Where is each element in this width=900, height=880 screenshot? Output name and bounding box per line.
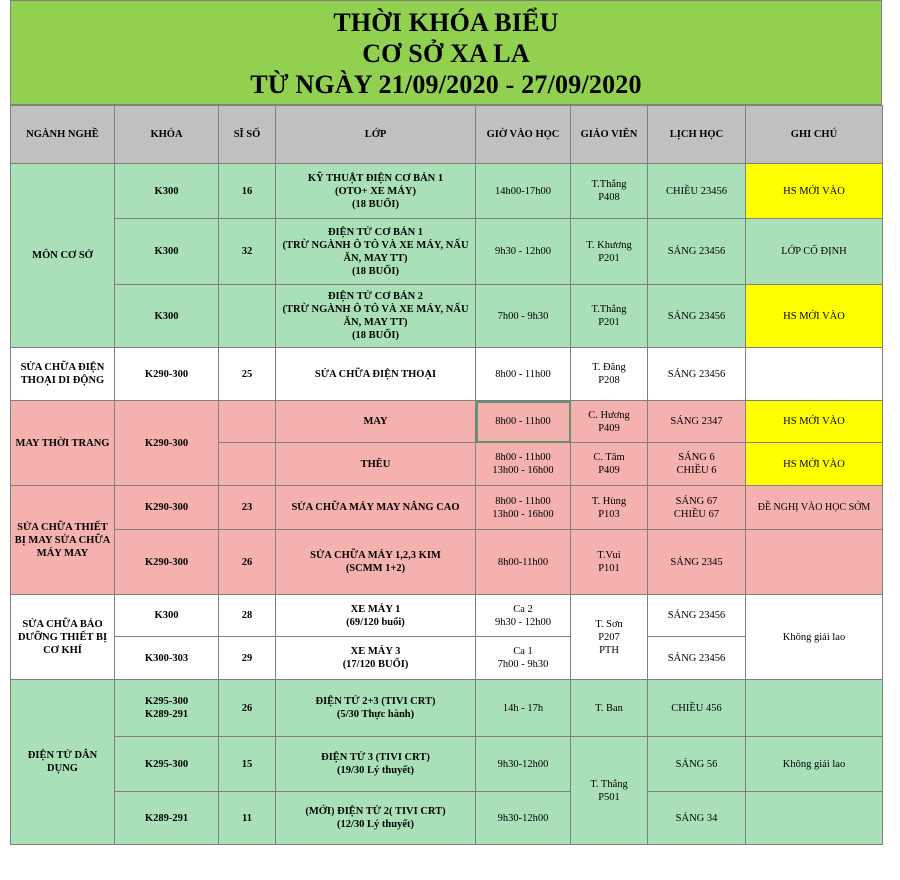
khoa-cell[interactable]: K300 xyxy=(115,164,219,219)
ghichu-cell[interactable]: HS MỚI VÀO xyxy=(746,443,883,486)
lop-cell[interactable] xyxy=(276,219,476,285)
khoa-cell[interactable] xyxy=(115,680,219,737)
ghichu-cell[interactable] xyxy=(746,348,883,401)
table-row xyxy=(11,595,883,637)
gio-line: 13h00 - 16h00 xyxy=(492,465,554,476)
table-row xyxy=(11,680,883,737)
header-lop[interactable]: LỚP xyxy=(276,106,476,164)
ghichu-cell[interactable]: ĐỀ NGHỊ VÀO HỌC SỚM xyxy=(746,486,883,530)
gio-line: 7h00 - 9h30 xyxy=(497,659,549,670)
gv-line: P201 xyxy=(598,252,620,264)
lop-line: XE MÁY 3 xyxy=(350,646,401,657)
header-nganh[interactable]: NGÀNH NGHỀ xyxy=(11,106,115,164)
lop-cell[interactable] xyxy=(276,164,476,219)
gio-line: 8h00 - 11h00 xyxy=(495,452,551,463)
lop-cell[interactable] xyxy=(276,530,476,595)
title-line-3: TỪ NGÀY 21/09/2020 - 27/09/2020 xyxy=(250,70,642,99)
lop-cell[interactable] xyxy=(276,737,476,792)
ghichu-cell[interactable]: LỚP CỐ ĐỊNH xyxy=(746,219,883,285)
gv-line: P207 xyxy=(598,631,620,643)
lich-cell[interactable]: SÁNG 23456 xyxy=(648,637,746,680)
gio-line: 13h00 - 16h00 xyxy=(492,508,554,520)
lop-cell[interactable]: SỬA CHỮA ĐIỆN THOẠI xyxy=(276,348,476,401)
lop-cell[interactable] xyxy=(276,285,476,348)
gio-cell[interactable] xyxy=(476,486,571,530)
table-row xyxy=(11,401,883,443)
table-row xyxy=(11,737,883,792)
siso-cell[interactable] xyxy=(219,401,276,443)
group-cell[interactable]: ĐIỆN TỬ DÂN DỤNG xyxy=(11,680,115,845)
gio-cell-selected[interactable]: 8h00 - 11h00 xyxy=(476,401,571,443)
lich-cell[interactable]: CHIỀU 456 xyxy=(648,680,746,737)
lop-line: (17/120 BUỔI) xyxy=(342,659,409,670)
gio-cell[interactable]: 14h00-17h00 xyxy=(476,164,571,219)
ghichu-cell[interactable]: Không giải lao xyxy=(746,595,883,680)
siso-cell[interactable]: 11 xyxy=(219,792,276,845)
gv-cell[interactable] xyxy=(571,164,648,219)
gv-line: P101 xyxy=(598,563,620,574)
table-row xyxy=(11,285,883,348)
lop-line: (5/30 Thực hành) xyxy=(336,709,415,720)
lop-line: ĐIỆN TỬ 2+3 (TIVI CRT) xyxy=(315,696,436,707)
siso-cell[interactable]: 29 xyxy=(219,637,276,680)
lich-cell[interactable]: CHIỀU 23456 xyxy=(648,164,746,219)
lop-cell[interactable] xyxy=(276,595,476,637)
lop-line: ĐIỆN TỬ CƠ BẢN 2 xyxy=(327,291,424,302)
gv-line: T. Thắng xyxy=(590,778,628,790)
ghichu-cell[interactable]: HS MỚI VÀO xyxy=(746,164,883,219)
gio-cell[interactable]: 9h30-12h00 xyxy=(476,792,571,845)
table-row xyxy=(11,164,883,219)
gv-line: T. Hùng xyxy=(591,495,627,507)
header-row xyxy=(11,106,883,164)
gv-line: C. Tâm xyxy=(593,452,625,463)
gio-cell[interactable] xyxy=(476,595,571,637)
lop-cell[interactable] xyxy=(276,680,476,737)
gio-cell[interactable]: 7h00 - 9h30 xyxy=(476,285,571,348)
header-ghichu[interactable]: GHI CHÚ xyxy=(746,106,883,164)
gv-cell[interactable]: T. Ban xyxy=(571,680,648,737)
khoa-line: K289-291 xyxy=(144,709,189,720)
siso-cell[interactable]: 16 xyxy=(219,164,276,219)
lop-cell[interactable] xyxy=(276,637,476,680)
lop-line: (19/30 Lý thuyết) xyxy=(337,765,414,776)
gio-cell[interactable] xyxy=(476,637,571,680)
gio-line: Ca 1 xyxy=(513,646,533,657)
lop-cell[interactable]: MAY xyxy=(276,401,476,443)
lich-cell[interactable] xyxy=(648,486,746,530)
lich-cell[interactable]: SÁNG 23456 xyxy=(648,219,746,285)
lop-line: ĐIỆN TỬ 3 (TIVI CRT) xyxy=(321,752,430,763)
table-row xyxy=(11,486,883,530)
siso-cell[interactable]: 25 xyxy=(219,348,276,401)
gv-line: P409 xyxy=(598,465,620,476)
gv-cell[interactable] xyxy=(571,443,648,486)
lop-line: (12/30 Lý thuyết) xyxy=(337,819,414,830)
table-row xyxy=(11,219,883,285)
siso-cell[interactable]: 23 xyxy=(219,486,276,530)
ghichu-cell[interactable]: HS MỚI VÀO xyxy=(746,401,883,443)
lich-line: CHIỀU 6 xyxy=(676,465,717,476)
lich-line: CHIỀU 67 xyxy=(673,508,720,520)
lop-cell[interactable]: THÊU xyxy=(276,443,476,486)
lop-line: XE MÁY 1 xyxy=(350,603,401,615)
gio-line: Ca 2 xyxy=(513,603,533,615)
lop-line: (18 BUỔI) xyxy=(352,198,399,210)
gv-line: T.Thắng xyxy=(591,179,627,190)
lich-cell[interactable]: SÁNG 56 xyxy=(648,737,746,792)
gio-cell[interactable]: 8h00 - 11h00 xyxy=(476,348,571,401)
gio-cell[interactable]: 9h30-12h00 xyxy=(476,737,571,792)
gio-cell[interactable] xyxy=(476,443,571,486)
gv-line: T.Thắng xyxy=(591,304,627,315)
timetable-sheet xyxy=(10,0,882,845)
gv-line: T. Đăng xyxy=(592,362,626,373)
gio-cell[interactable]: 8h00-11h00 xyxy=(476,530,571,595)
khoa-cell[interactable]: K300 xyxy=(115,219,219,285)
title-band xyxy=(10,0,882,105)
khoa-cell[interactable]: K300 xyxy=(115,285,219,348)
lich-cell[interactable]: SÁNG 2347 xyxy=(648,401,746,443)
lich-cell[interactable]: SÁNG 2345 xyxy=(648,530,746,595)
gv-cell[interactable] xyxy=(571,401,648,443)
khoa-cell[interactable]: K300-303 xyxy=(115,637,219,680)
gv-line: T.Vui xyxy=(597,550,621,561)
gv-line: C. Hương xyxy=(588,409,630,421)
gv-line: T. Khương xyxy=(586,239,632,251)
group-cell[interactable]: SỬA CHỮA THIẾT BỊ MAY SỬA CHỮA MÁY MAY xyxy=(11,486,115,595)
ghichu-cell[interactable] xyxy=(746,792,883,845)
gio-line: 9h30 - 12h00 xyxy=(495,616,551,628)
gv-line: P501 xyxy=(598,791,620,803)
lich-cell[interactable]: SÁNG 23456 xyxy=(648,285,746,348)
group-cell[interactable]: SỬA CHỮA BẢO DƯỠNG THIẾT BỊ CƠ KHÍ xyxy=(11,595,115,680)
siso-cell[interactable] xyxy=(219,285,276,348)
title-line-1: THỜI KHÓA BIỂU xyxy=(333,8,559,37)
gv-cell[interactable] xyxy=(571,219,648,285)
lop-line: (TRỪ NGÀNH Ô TÔ VÀ XE MÁY, NẤU ĂN, MAY TT) xyxy=(282,239,469,264)
gv-line: PTH xyxy=(599,644,619,656)
ghichu-cell[interactable]: Không giải lao xyxy=(746,737,883,792)
khoa-cell[interactable]: K290-300 xyxy=(115,486,219,530)
gio-cell[interactable]: 14h - 17h xyxy=(476,680,571,737)
lop-line: (SCMM 1+2) xyxy=(345,563,406,574)
header-siso[interactable]: SĨ SỐ xyxy=(219,106,276,164)
lop-line: (OTO+ XE MÁY) xyxy=(334,185,417,197)
khoa-cell[interactable]: K295-300 xyxy=(115,737,219,792)
gv-line: P408 xyxy=(598,192,620,203)
lop-line: (18 BUỔI) xyxy=(352,330,399,341)
gio-line: 8h00 - 11h00 xyxy=(495,495,551,507)
table-row xyxy=(11,530,883,595)
lich-cell[interactable]: SÁNG 23456 xyxy=(648,348,746,401)
khoa-line: K295-300 xyxy=(144,696,189,707)
ghichu-cell[interactable]: HS MỚI VÀO xyxy=(746,285,883,348)
lop-line: (18 BUỔI) xyxy=(352,265,399,277)
siso-cell[interactable]: 28 xyxy=(219,595,276,637)
lop-line: (MỚI) ĐIỆN TỬ 2( TIVI CRT) xyxy=(305,806,446,817)
lich-line: SÁNG 6 xyxy=(678,452,715,463)
table-row xyxy=(11,348,883,401)
lop-line: (TRỪ NGÀNH Ô TÔ VÀ XE MÁY, NẤU ĂN, MAY TT) xyxy=(282,304,469,328)
khoa-cell[interactable]: K290-300 xyxy=(115,401,219,486)
siso-cell[interactable]: 32 xyxy=(219,219,276,285)
group-cell[interactable]: MÔN CƠ SỞ xyxy=(11,164,115,348)
lich-cell[interactable]: SÁNG 34 xyxy=(648,792,746,845)
gv-line: P201 xyxy=(598,317,620,328)
gv-line: T. Sơn xyxy=(595,618,623,630)
siso-cell[interactable]: 26 xyxy=(219,680,276,737)
khoa-cell[interactable]: K290-300 xyxy=(115,530,219,595)
gv-cell[interactable] xyxy=(571,348,648,401)
schedule-table xyxy=(10,105,883,845)
lop-line: KỸ THUẬT ĐIỆN CƠ BẢN 1 xyxy=(307,172,444,184)
gio-cell[interactable]: 9h30 - 12h00 xyxy=(476,219,571,285)
khoa-cell[interactable]: K300 xyxy=(115,595,219,637)
gv-cell[interactable] xyxy=(571,530,648,595)
lop-cell[interactable] xyxy=(276,792,476,845)
siso-cell[interactable] xyxy=(219,443,276,486)
header-lich[interactable]: LỊCH HỌC xyxy=(648,106,746,164)
lop-cell[interactable]: SỬA CHỮA MÁY MAY NÂNG CAO xyxy=(276,486,476,530)
ghichu-cell[interactable] xyxy=(746,530,883,595)
gv-line: P103 xyxy=(598,508,620,520)
lich-line: SÁNG 67 xyxy=(675,495,718,507)
header-khoa[interactable]: KHÓA xyxy=(115,106,219,164)
group-cell[interactable]: MAY THỜI TRANG xyxy=(11,401,115,486)
lop-line: ĐIỆN TỬ CƠ BẢN 1 xyxy=(327,226,424,238)
title-line-2: CƠ SỞ XA LA xyxy=(362,39,530,68)
lich-cell[interactable]: SÁNG 23456 xyxy=(648,595,746,637)
gv-cell[interactable] xyxy=(571,285,648,348)
khoa-cell[interactable]: K290-300 xyxy=(115,348,219,401)
gv-cell[interactable] xyxy=(571,737,648,845)
khoa-cell[interactable]: K289-291 xyxy=(115,792,219,845)
header-gv[interactable]: GIÁO VIÊN xyxy=(571,106,648,164)
lop-line: SỬA CHỮA MÁY 1,2,3 KIM xyxy=(310,550,441,561)
gv-cell[interactable] xyxy=(571,595,648,680)
lop-line: (69/120 buổi) xyxy=(346,616,405,628)
group-cell[interactable]: SỬA CHỮA ĐIỆN THOẠI DI ĐỘNG xyxy=(11,348,115,401)
gv-line: P208 xyxy=(598,375,620,386)
header-gio[interactable]: GIỜ VÀO HỌC xyxy=(476,106,571,164)
siso-cell[interactable]: 15 xyxy=(219,737,276,792)
ghichu-cell[interactable] xyxy=(746,680,883,737)
table-row xyxy=(11,792,883,845)
gv-line: P409 xyxy=(598,422,620,434)
gv-cell[interactable] xyxy=(571,486,648,530)
lich-cell[interactable] xyxy=(648,443,746,486)
siso-cell[interactable]: 26 xyxy=(219,530,276,595)
